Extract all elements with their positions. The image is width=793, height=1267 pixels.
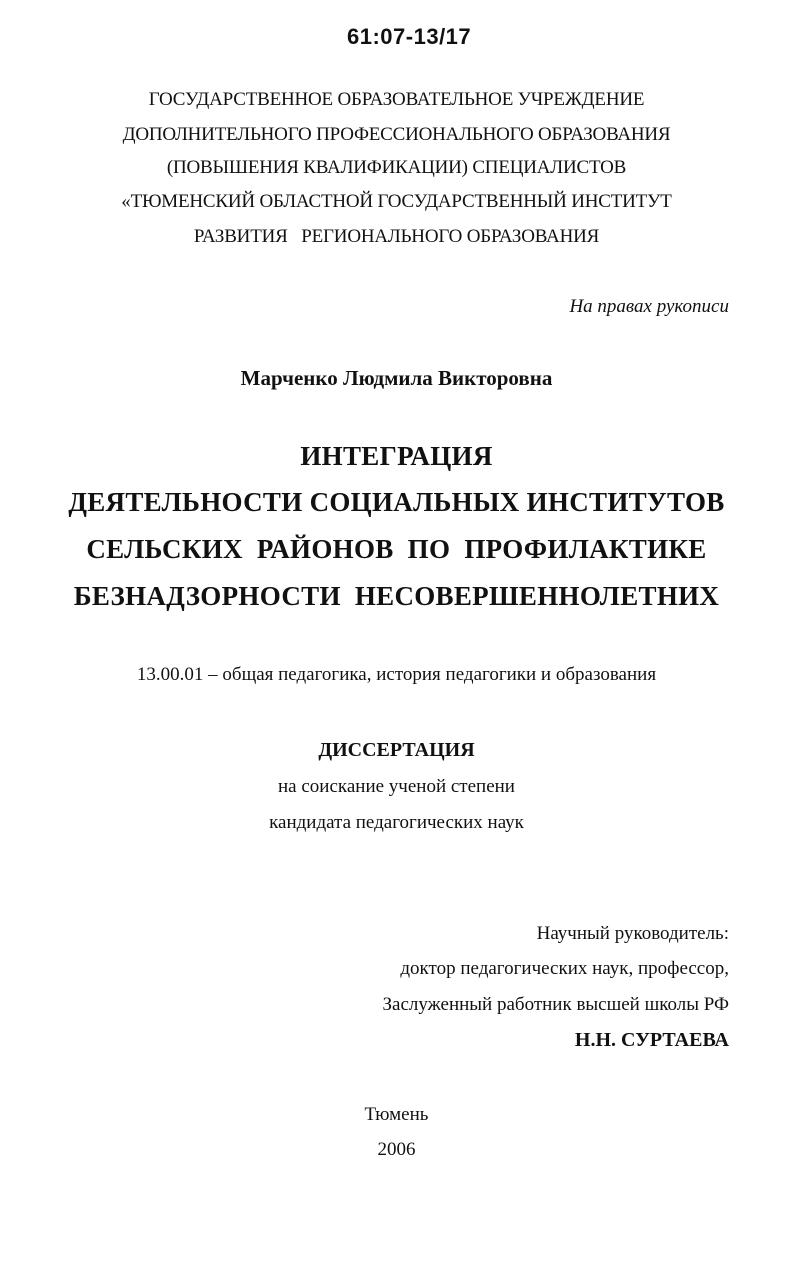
supervisor-heading: Научный руководитель: — [536, 923, 729, 944]
dissertation-label: ДИССЕРТАЦИЯ — [318, 739, 475, 761]
supervisor-name: Н.Н. СУРТАЕВА — [574, 1029, 729, 1051]
degree-line-2: кандидата педагогических наук — [269, 812, 524, 833]
degree-line-1: на соискание ученой степени — [278, 776, 515, 797]
title-line-2: ДЕЯТЕЛЬНОСТИ СОЦИАЛЬНЫХ ИНСТИТУТОВ — [68, 487, 725, 517]
institution-line-2: ДОПОЛНИТЕЛЬНОГО ПРОФЕССИОНАЛЬНОГО ОБРАЗОВАНИЯ — [122, 124, 671, 145]
title-line-3: СЕЛЬСКИХ РАЙОНОВ ПО ПРОФИЛАКТИКЕ — [86, 534, 707, 564]
title-line-1: ИНТЕГРАЦИЯ — [300, 441, 493, 471]
city: Тюмень — [364, 1104, 429, 1125]
institution-line-4: «ТЮМЕНСКИЙ ОБЛАСТНОЙ ГОСУДАРСТВЕННЫЙ ИНСТИТУТ — [121, 191, 672, 212]
supervisor-title: доктор педагогических наук, профессор, — [400, 958, 729, 979]
author-name: Марченко Людмила Викторовна — [240, 366, 553, 390]
year: 2006 — [377, 1139, 416, 1160]
institution-line-3: (ПОВЫШЕНИЯ КВАЛИФИКАЦИИ) СПЕЦИАЛИСТОВ — [166, 157, 627, 178]
title-line-4: БЕЗНАДЗОРНОСТИ НЕСОВЕРШЕННОЛЕТНИХ — [73, 581, 720, 611]
institution-line-1: ГОСУДАРСТВЕННОЕ ОБРАЗОВАТЕЛЬНОЕ УЧРЕЖДЕНИЕ — [148, 89, 645, 110]
institution-line-5: РАЗВИТИЯ РЕГИОНАЛЬНОГО ОБРАЗОВАНИЯ — [193, 226, 600, 247]
specialty-code: 13.00.01 – общая педагогика, история педагогики и образования — [136, 664, 657, 685]
library-stamp-code: 61:07-13/17 — [347, 24, 472, 49]
supervisor-honor: Заслуженный работник высшей школы РФ — [382, 994, 729, 1015]
manuscript-note: На правах рукописи — [569, 296, 729, 317]
